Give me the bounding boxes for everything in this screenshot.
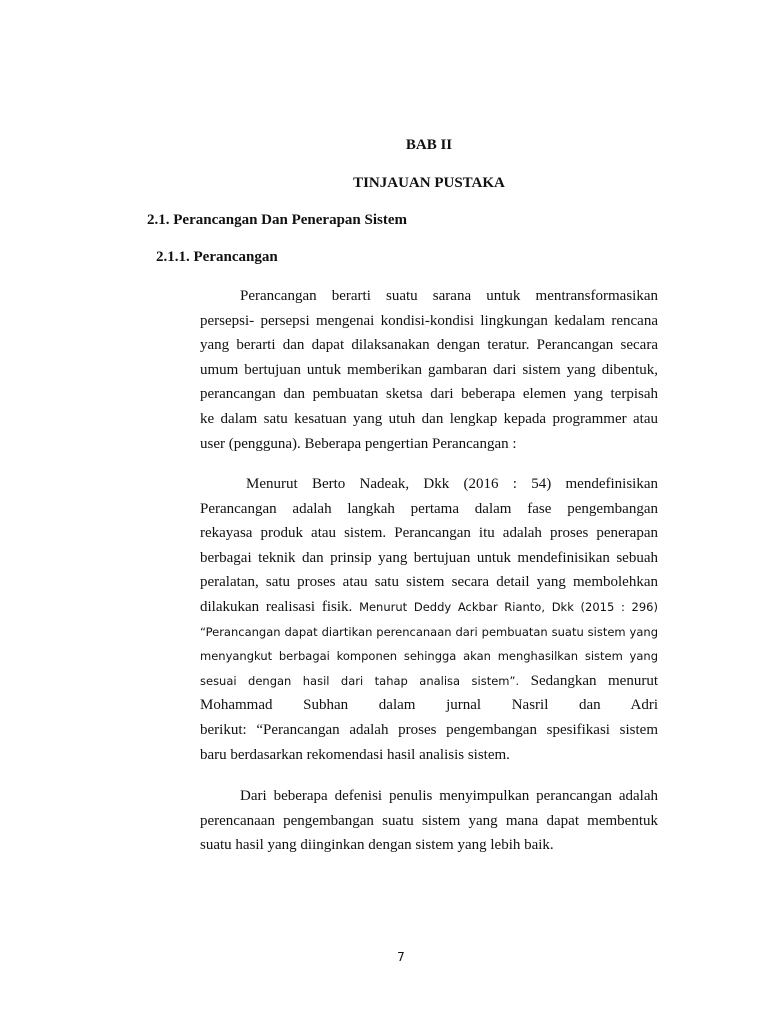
quote-run: sesuai dengan hasil dari tahap analisa sistem”.: [200, 673, 520, 688]
citation-run: Menurut Deddy Ackbar Rianto, Dkk (2015 : 296): [359, 599, 658, 614]
text-line: yang berarti dan dapat dilaksanakan dengan teratur. Perancangan secara: [200, 337, 658, 354]
chapter-title: TINJAUAN PUSTAKA: [353, 175, 505, 191]
text-line: Dari beberapa defenisi penulis menyimpulkan perancangan adalah: [240, 788, 658, 804]
chapter-number: BAB II: [405, 137, 453, 153]
text-line-mixed: [200, 595, 658, 620]
text-line: baru berdasarkan rekomendasi hasil analisis sistem.: [200, 746, 510, 763]
text-line: Perancangan berarti suatu sarana untuk mentransformasikan: [240, 288, 658, 304]
paragraph-definition: [200, 284, 658, 456]
text-line: user (pengguna). Beberapa pengertian Perancangan :: [200, 435, 517, 452]
quote-line: menyangkut berbagai komponen sehingga akan menghasilkan sistem yang: [200, 649, 658, 664]
text-line: ke dalam satu kesatuan yang utuh dan lengkap kepada programmer atau: [200, 410, 658, 427]
text-line: rekayasa produk atau sistem. Perancangan itu adalah proses penerapan: [200, 525, 658, 542]
text-line: peralatan, satu proses atau satu sistem secara detail yang membolehkan: [200, 574, 658, 591]
text-line: perancangan dan pembuatan sketsa dari beberapa elemen yang terpisah: [200, 386, 658, 403]
text-line: persepsi- persepsi mengenai kondisi-kondisi lingkungan kedalam rencana: [200, 312, 658, 329]
text-line-mixed: [200, 669, 658, 694]
quote-line: “Perancangan dapat diartikan perencanaan dari pembuatan suatu sistem yang: [200, 624, 658, 639]
paragraph-conclusion: [200, 784, 658, 858]
text-line: suatu hasil yang diinginkan dengan sistem yang lebih baik.: [200, 837, 554, 854]
text-line: perencanaan pengembangan suatu sistem yang mana dapat membentuk: [200, 812, 658, 829]
text-run: dilakukan realisasi fisik.: [200, 598, 360, 615]
paragraph-citations: [200, 472, 658, 767]
text-line: Perancangan adalah langkah pertama dalam fase pengembangan: [200, 500, 658, 517]
text-line: berbagai teknik dan prinsip yang bertujuan untuk mendefinisikan sebuah: [200, 549, 658, 566]
text-line: Mohammad Subhan dalam jurnal Nasril dan Adri: [200, 697, 658, 714]
subsection-heading: 2.1.1. Perancangan: [156, 249, 278, 265]
text-line: Menurut Berto Nadeak, Dkk (2016 : 54) mendefinisikan: [246, 476, 658, 492]
text-line: berikut: “Perancangan adalah proses pengembangan spesifikasi sistem: [200, 721, 658, 738]
section-heading: 2.1. Perancangan Dan Penerapan Sistem: [147, 212, 407, 228]
text-run: Sedangkan menurut: [519, 672, 659, 689]
text-line: umum bertujuan untuk memberikan gambaran dari sistem yang dibentuk,: [200, 361, 658, 378]
page-number: 7: [397, 950, 405, 964]
